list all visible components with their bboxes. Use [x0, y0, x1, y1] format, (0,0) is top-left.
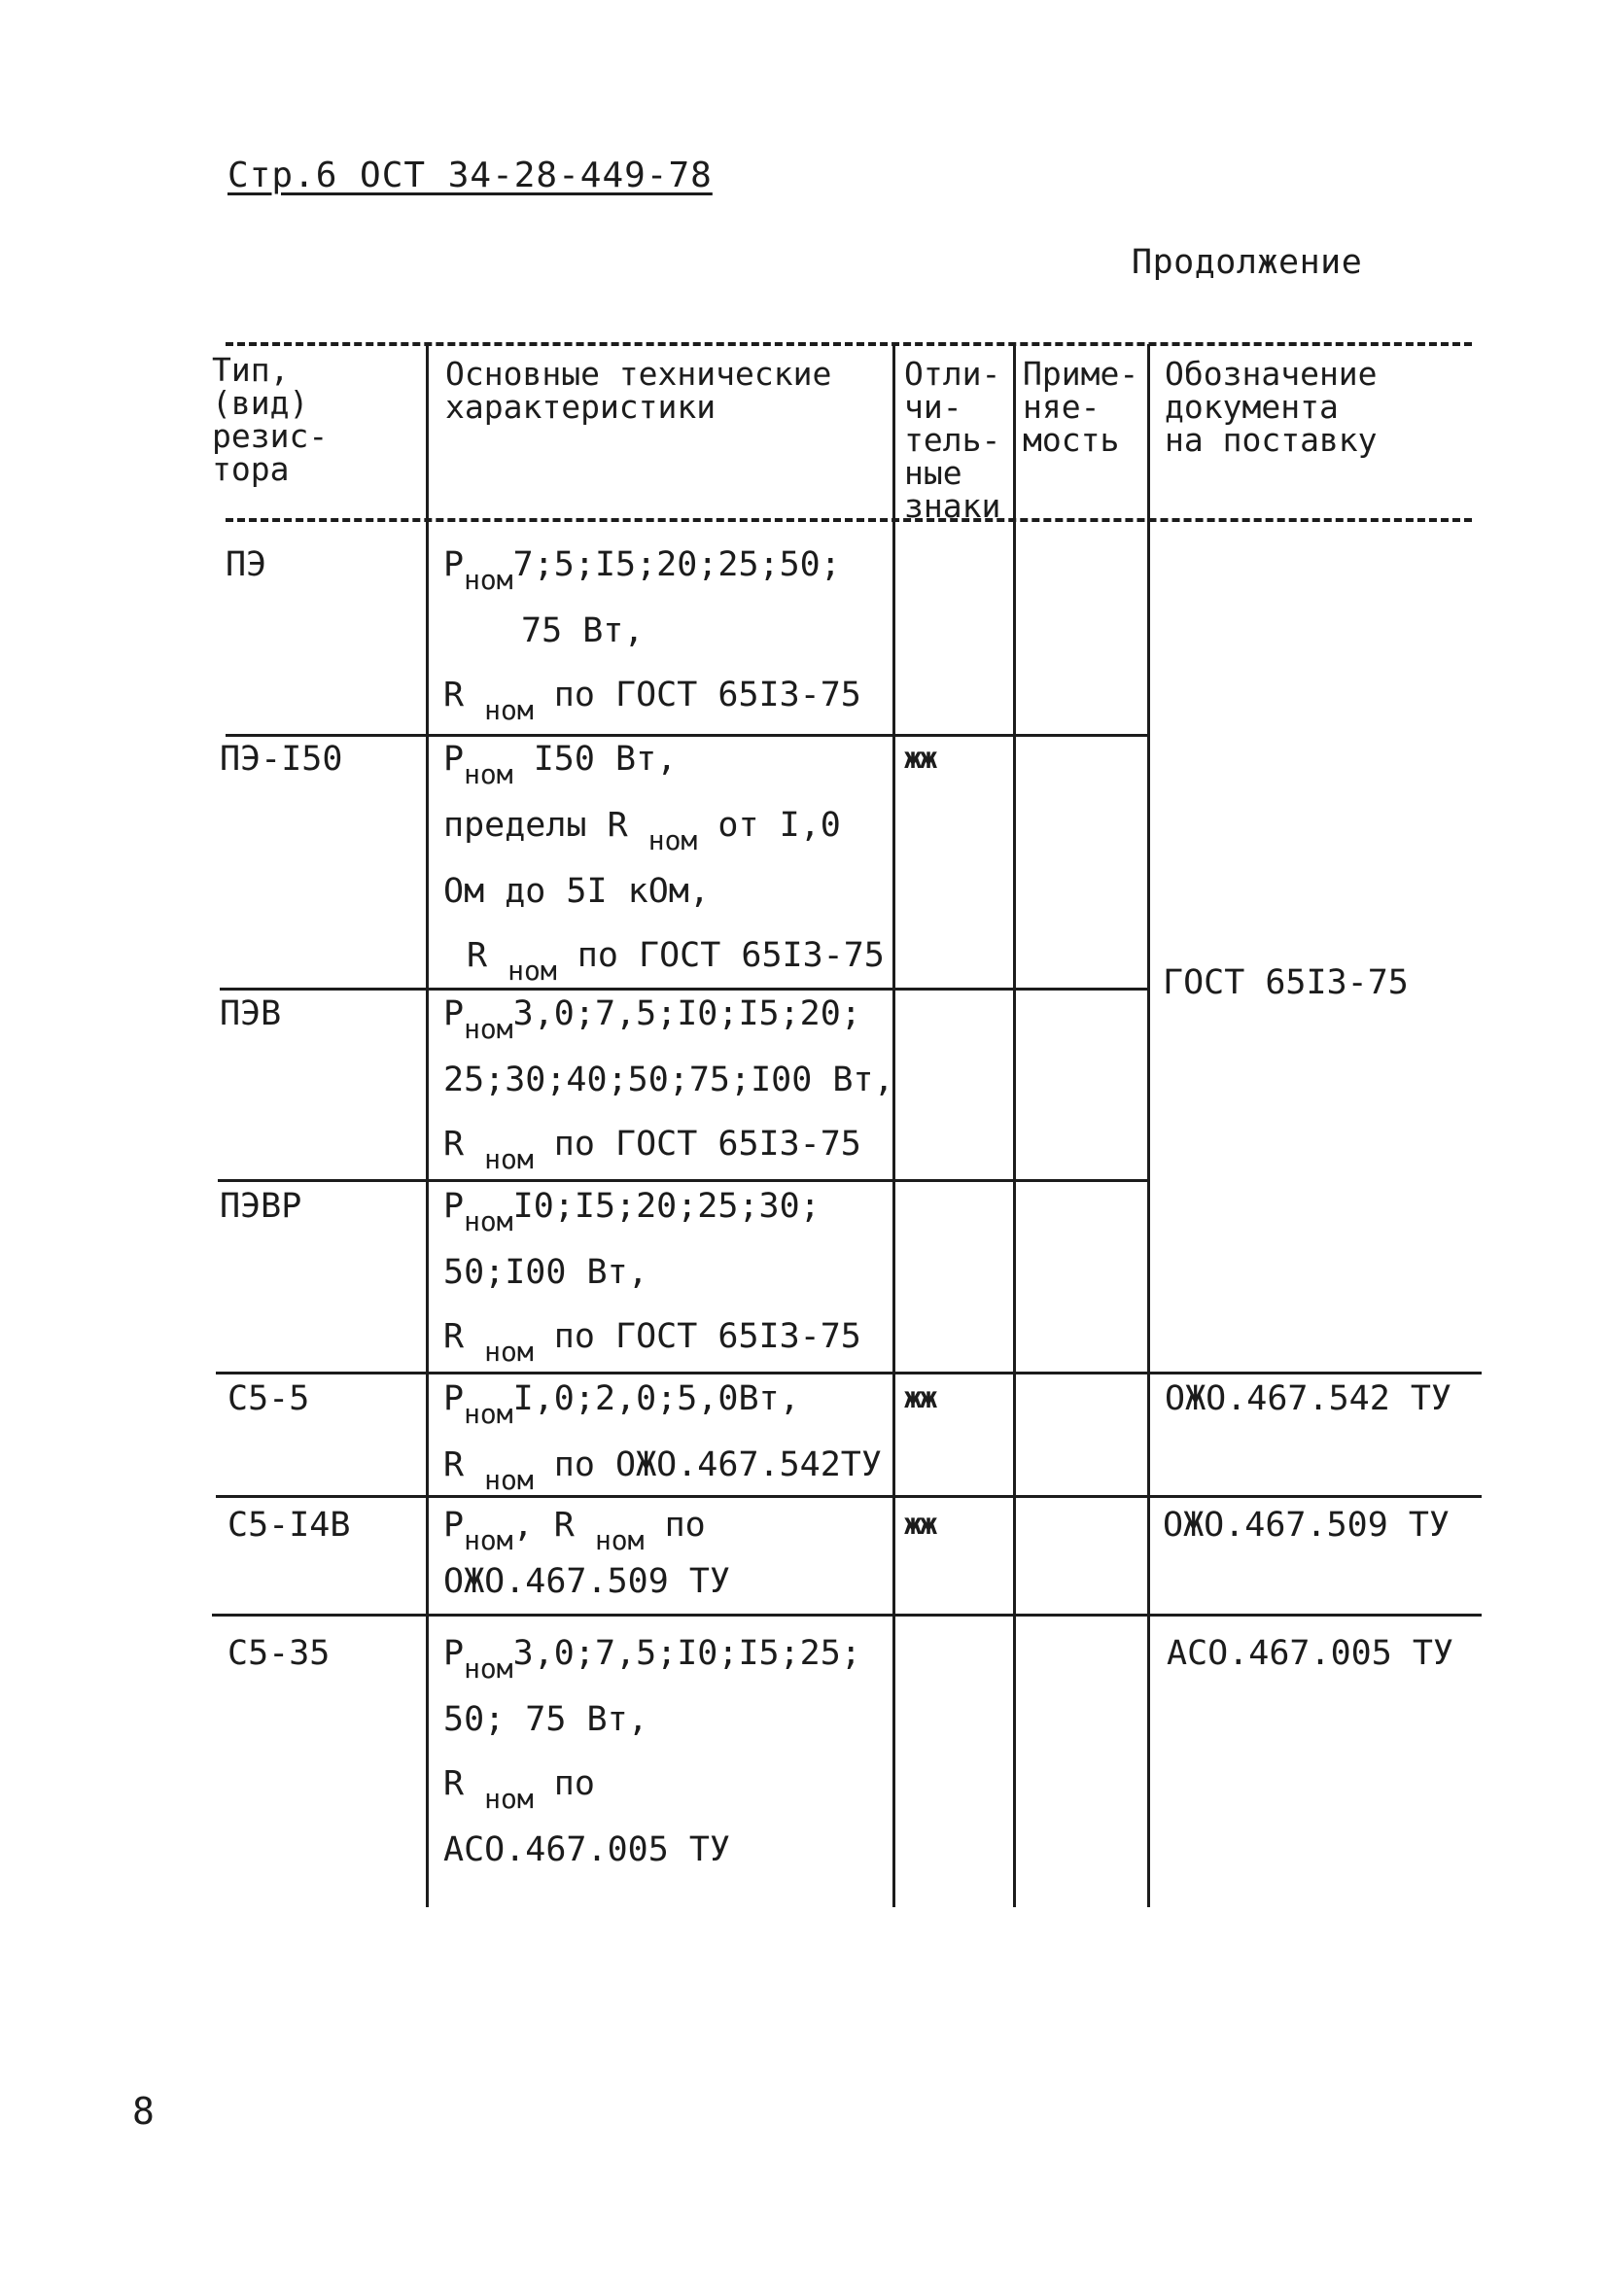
- document-designation: ГОСТ 65I3-75: [1163, 963, 1409, 1002]
- char-line: 50;I00 Вт,: [443, 1253, 648, 1292]
- row-characteristics: [443, 982, 894, 1178]
- row-type: С5-5: [227, 1379, 310, 1418]
- char-line: $P_{ном}3,0;7,5;I0;I5;20$;: [443, 994, 861, 1045]
- char-line: АСО.467.005 ТУ: [443, 1830, 731, 1869]
- char-line: R $_{ном}$ по ОЖО.467.542ТУ: [443, 1445, 882, 1496]
- char-line: $P_{ном}$, R $_{ном}$ по: [443, 1506, 706, 1556]
- char-line: R $_{ном}$ по: [443, 1764, 595, 1815]
- char-line: Ом до 5I кОм,: [443, 872, 710, 911]
- char-line: R $_{ном}$ по ГОСТ 65I3-75: [443, 1317, 861, 1368]
- char-line: $P_{ном}$ I50 Вт,: [443, 740, 678, 790]
- col-divider-1: [426, 344, 429, 1907]
- row-characteristics: [443, 533, 861, 729]
- continuation-label: Продолжение: [1132, 243, 1363, 282]
- column-header-type: Тип, (вид) резис- тора: [212, 351, 329, 488]
- document-designation: ОЖО.467.509 ТУ: [1163, 1506, 1451, 1545]
- row-characteristics: [443, 727, 885, 990]
- column-header-characteristics: Основные технические характеристики: [445, 355, 832, 426]
- row-characteristics: [443, 1493, 730, 1614]
- char-line: R $_{ном}$ по ГОСТ 65I3-75: [467, 936, 885, 987]
- char-line: $P_{ном}3,0;7,5;I0;I5;25$;: [443, 1634, 861, 1685]
- char-line: пределы R $_{ном}$ от I,0: [443, 806, 841, 856]
- char-line: $P_{ном}7;5;I5;20;25;50$;: [443, 545, 841, 596]
- column-header-applicability: Приме- няе- мость: [1023, 355, 1139, 459]
- col-divider-3: [1013, 344, 1016, 1907]
- char-line: ОЖО.467.509 ТУ: [443, 1562, 731, 1601]
- char-line: R $_{ном}$ по ГОСТ 65I3-75: [443, 1125, 861, 1175]
- row-characteristics: [443, 1174, 861, 1371]
- table-top-border: [226, 342, 1472, 346]
- row-type: С5-I4В: [227, 1506, 351, 1545]
- row-characteristics: [443, 1621, 861, 1882]
- column-header-marks: Отли- чи- тель- ные знаки: [904, 355, 1001, 525]
- char-line: 50; 75 Вт,: [443, 1700, 648, 1739]
- char-line: R $_{ном}$ по ГОСТ 65I3-75: [443, 676, 861, 726]
- char-line: 25;30;40;50;75;I00 Вт,: [443, 1061, 894, 1099]
- col-divider-4: [1147, 344, 1150, 1907]
- char-line: $P_{ном}I0;I5;20;25;30$;: [443, 1187, 821, 1237]
- row-type: ПЭ: [226, 545, 267, 584]
- row-characteristics: [443, 1367, 882, 1499]
- row-type: ПЭВ: [220, 994, 282, 1033]
- char-line: 75 Вт,: [521, 611, 645, 650]
- row-type: ПЭ-I50: [220, 740, 343, 779]
- document-header: Стр.6 ОСТ 34-28-449-78: [227, 156, 713, 195]
- distinctive-marks: жж: [904, 1508, 936, 1542]
- row-type: ПЭВР: [220, 1187, 302, 1226]
- row-separator-6: [212, 1614, 1482, 1617]
- column-header-document: Обозначение документа на поставку: [1165, 355, 1378, 459]
- row-type: С5-35: [227, 1634, 331, 1673]
- document-designation: АСО.467.005 ТУ: [1167, 1634, 1454, 1673]
- char-line: $P_{ном}I,0;2,0;5,0Вт$,: [443, 1379, 800, 1430]
- page-number: 8: [132, 2090, 155, 2133]
- distinctive-marks: жж: [904, 1381, 936, 1415]
- document-designation: ОЖО.467.542 ТУ: [1165, 1379, 1452, 1418]
- distinctive-marks: жж: [904, 742, 936, 776]
- table-header-bottom-border: [226, 518, 1472, 522]
